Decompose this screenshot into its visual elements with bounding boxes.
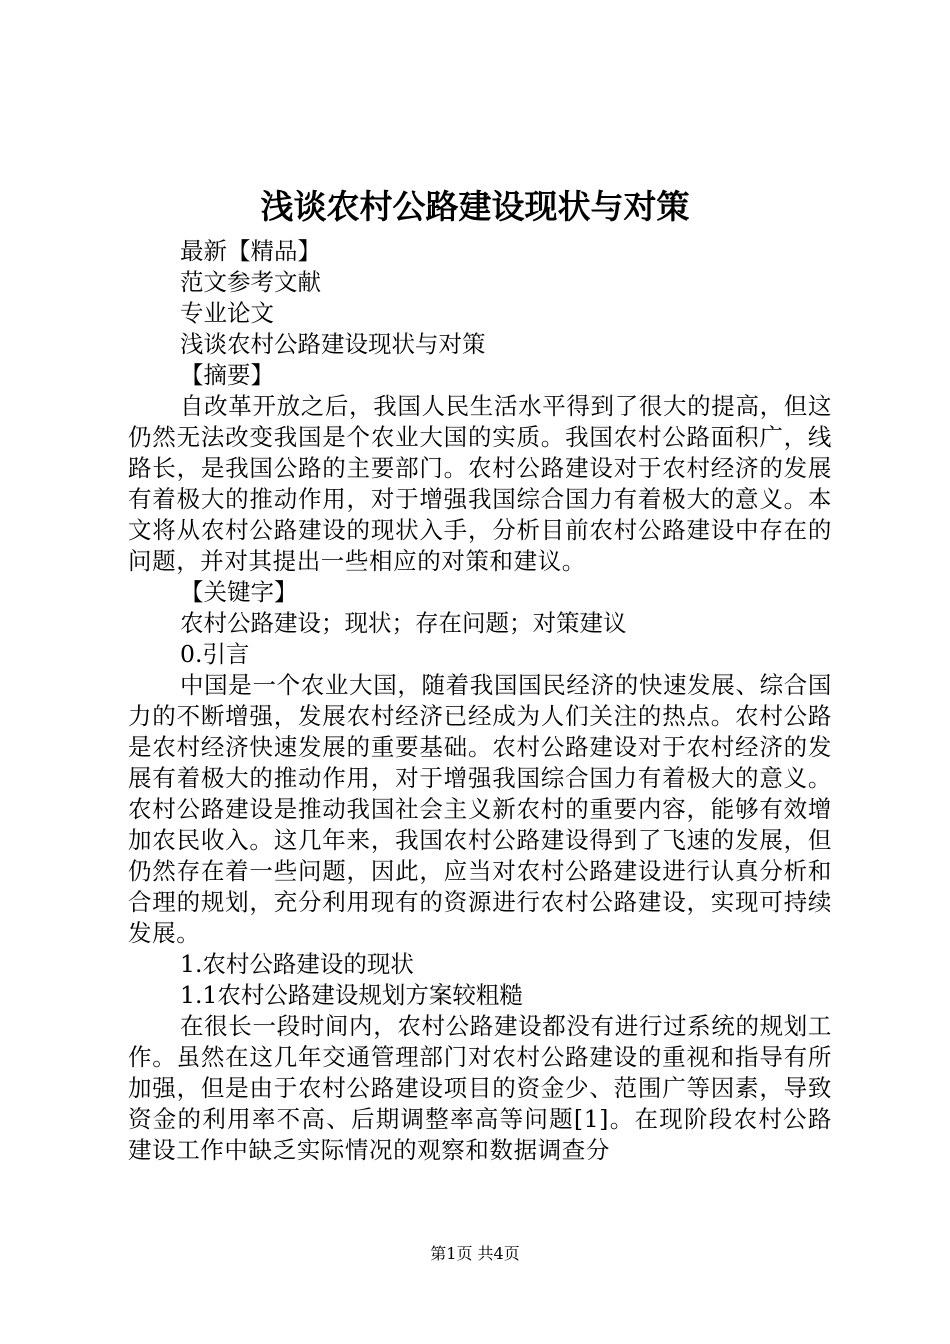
document-title: 浅谈农村公路建设现状与对策 (260, 187, 690, 226)
section-1-heading: 1.农村公路建设的现状 (180, 950, 414, 978)
abstract-paragraph: 自改革开放之后，我国人民生活水平得到了很大的提高，但这仍然无法改变我国是个农业大国的实质。我国农村公路面积广，线路长，是我国公路的主要部门。农村公路建设对于农村经济的发展有着极大的推动作用，对于增强我国综合国力有着极大的意义。本文将从农村公路建设的现状入手，分析目前农村公路建设中存在的问题，并对其提出一些相应的对策和建议。 (128, 392, 832, 575)
header-line-paper-type: 专业论文 (180, 299, 274, 327)
header-line-latest: 最新【精品】 (180, 237, 321, 265)
section-1-1-paragraph: 在很长一段时间内，农村公路建设都没有进行过系统的规划工作。虽然在这几年交通管理部门对农村公路建设的重视和指导有所加强，但是由于农村公路建设项目的资金少、范围广等因素，导致资金的利用率不高、后期调整率高等问题[1]。在现阶段农村公路建设工作中缺乏实际情况的观察和数据调查分 (128, 1012, 832, 1164)
section-0-heading: 0.引言 (180, 640, 250, 668)
keywords-text: 农村公路建设；现状；存在问题；对策建议 (180, 609, 627, 637)
document-body (128, 236, 832, 1166)
header-line-subtitle: 浅谈农村公路建设现状与对策 (180, 330, 486, 358)
section-0-paragraph: 中国是一个农业大国，随着我国国民经济的快速发展、综合国力的不断增强，发展农村经济已经成为人们关注的热点。农村公路是农村经济快速发展的重要基础。农村公路建设对于农村经济的发展有着极大的推动作用，对于增强我国综合国力有着极大的意义。农村公路建设是推动我国社会主义新农村的重要内容，能够有效增加农民收入。这几年来，我国农村公路建设得到了飞速的发展，但仍然存在着一些问题，因此，应当对农村公路建设进行认真分析和合理的规划，充分利用现有的资源进行农村公路建设，实现可持续发展。 (128, 671, 832, 947)
section-1-1-heading: 1.1农村公路建设规划方案较粗糙 (180, 981, 523, 1009)
page-number-footer: 第1页 共4页 (430, 1244, 520, 1263)
header-line-reference: 范文参考文献 (180, 268, 321, 296)
keywords-heading: 【关键字】 (180, 578, 298, 606)
abstract-heading: 【摘要】 (180, 361, 274, 389)
